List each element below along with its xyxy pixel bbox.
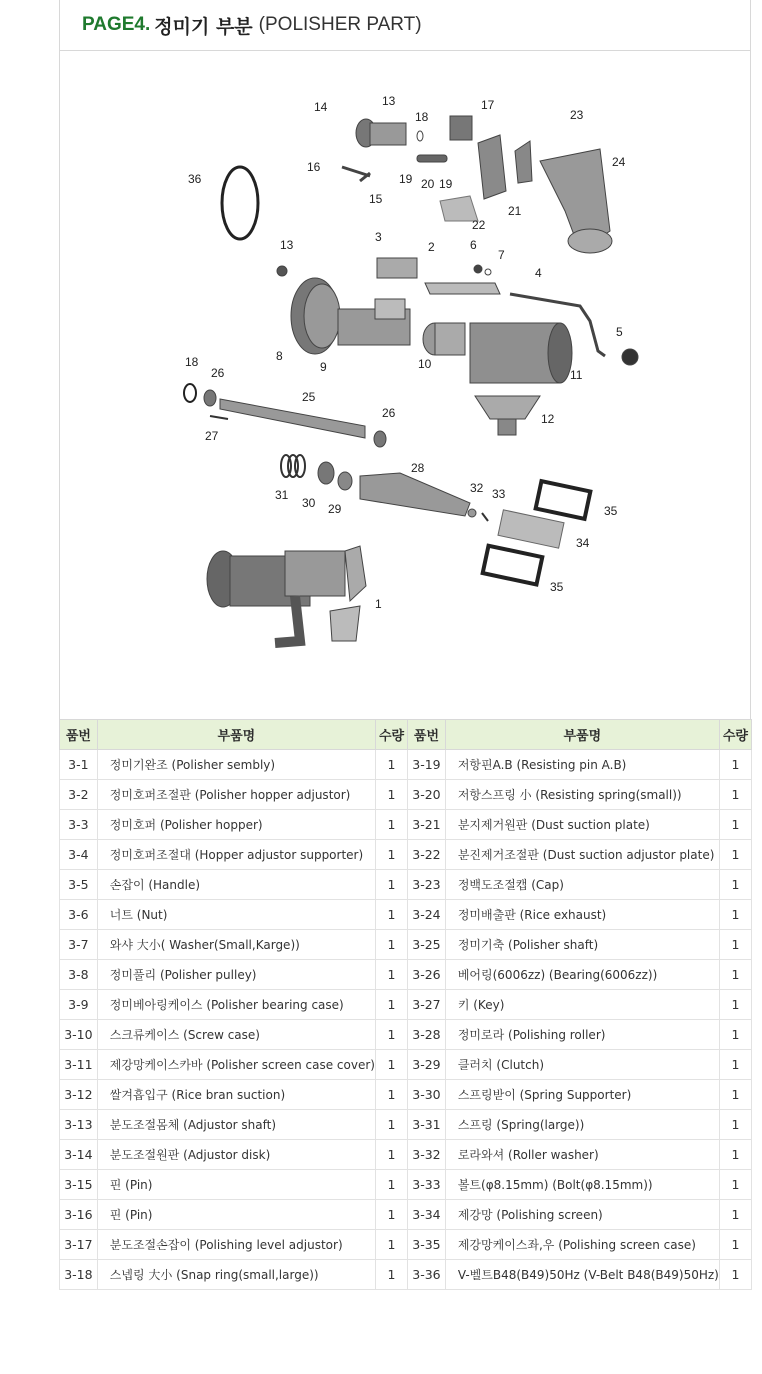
table-row [60, 900, 752, 930]
part-number: 3-6 [60, 900, 98, 930]
polisher-shaft-part [220, 399, 365, 438]
part-name: 분도조절손잡이 (Polishing level adjustor) [97, 1230, 375, 1260]
col-qty: 수량 [375, 720, 407, 750]
callout-label: 35 [550, 580, 564, 594]
screen-case-top-part [536, 481, 591, 519]
table-row [60, 1110, 752, 1140]
part-name: 저항핀A.B (Resisting pin A.B) [445, 750, 719, 780]
part-number: 3-14 [60, 1140, 98, 1170]
part-number: 3-3 [60, 810, 98, 840]
table-row [60, 1200, 752, 1230]
part-number: 3-24 [408, 900, 446, 930]
part-number: 3-28 [408, 1020, 446, 1050]
quantity: 1 [719, 1230, 751, 1260]
quantity: 1 [375, 1230, 407, 1260]
quantity: 1 [719, 780, 751, 810]
part-number: 3-9 [60, 990, 98, 1020]
callout-label: 12 [541, 412, 555, 426]
part-number: 3-26 [408, 960, 446, 990]
parts-table [59, 719, 752, 1290]
part-name: 분도조절원판 (Adjustor disk) [97, 1140, 375, 1170]
part-name: 스크류케이스 (Screw case) [97, 1020, 375, 1050]
quantity: 1 [719, 960, 751, 990]
part-name: 제강망케이스카바 (Polisher screen case cover) [97, 1050, 375, 1080]
quantity: 1 [375, 1110, 407, 1140]
part-name: 스프링 (Spring(large)) [445, 1110, 719, 1140]
quantity: 1 [719, 1170, 751, 1200]
callout-label: 26 [211, 366, 225, 380]
callout-label: 31 [275, 488, 289, 502]
part-number: 3-16 [60, 1200, 98, 1230]
screen-case-cover-part [470, 323, 560, 383]
table-row [60, 1050, 752, 1080]
callout-label: 18 [415, 110, 429, 124]
part-number: 3-1 [60, 750, 98, 780]
col-part-no: 품번 [408, 720, 446, 750]
quantity: 1 [375, 900, 407, 930]
part-number: 3-27 [408, 990, 446, 1020]
quantity: 1 [375, 780, 407, 810]
part-name: 제강망 (Polishing screen) [445, 1200, 719, 1230]
callout-label: 8 [276, 349, 283, 363]
polishing-roller-part [360, 473, 470, 516]
callout-label: 10 [418, 357, 432, 371]
quantity: 1 [719, 930, 751, 960]
quantity: 1 [719, 1140, 751, 1170]
callout-label: 35 [604, 504, 618, 518]
callout-label: 28 [411, 461, 425, 475]
part-number: 3-7 [60, 930, 98, 960]
col-part-name: 부품명 [97, 720, 375, 750]
part-number: 3-33 [408, 1170, 446, 1200]
part-name: 볼트(φ8.15mm) (Bolt(φ8.15mm)) [445, 1170, 719, 1200]
level-adjustor-part [450, 116, 472, 140]
quantity: 1 [719, 810, 751, 840]
part-number: 3-22 [408, 840, 446, 870]
part-name: 제강망케이스좌,우 (Polishing screen case) [445, 1230, 719, 1260]
part-name: 스넵링 大小 (Snap ring(small,large)) [97, 1260, 375, 1290]
quantity: 1 [719, 1020, 751, 1050]
callout-label: 30 [302, 496, 316, 510]
part-name: 분지제거원판 (Dust suction plate) [445, 810, 719, 840]
callout-label: 22 [472, 218, 486, 232]
callout-label: 34 [576, 536, 590, 550]
quantity: 1 [375, 750, 407, 780]
quantity: 1 [375, 1260, 407, 1290]
part-name: 스프링받이 (Spring Supporter) [445, 1080, 719, 1110]
part-number: 3-25 [408, 930, 446, 960]
table-row [60, 1080, 752, 1110]
handle-part [622, 349, 638, 365]
part-number: 3-4 [60, 840, 98, 870]
part-name: 정미호퍼조절판 (Polisher hopper adjustor) [97, 780, 375, 810]
part-name: 정미기완조 (Polisher sembly) [97, 750, 375, 780]
exploded-parts-diagram [60, 51, 750, 719]
quantity: 1 [375, 1080, 407, 1110]
quantity: 1 [719, 1260, 751, 1290]
quantity: 1 [375, 870, 407, 900]
callout-label: 19 [399, 172, 413, 186]
part-name: 와샤 大小( Washer(Small,Karge)) [97, 930, 375, 960]
quantity: 1 [375, 810, 407, 840]
part-name: 분도조절몸체 (Adjustor shaft) [97, 1110, 375, 1140]
part-number: 3-34 [408, 1200, 446, 1230]
quantity: 1 [719, 990, 751, 1020]
table-row [60, 990, 752, 1020]
quantity: 1 [719, 900, 751, 930]
part-name: 분진제거조절판 (Dust suction adjustor plate) [445, 840, 719, 870]
table-row [60, 960, 752, 990]
callout-label: 2 [428, 240, 435, 254]
col-part-no: 품번 [60, 720, 98, 750]
part-number: 3-23 [408, 870, 446, 900]
cap-part [515, 141, 532, 183]
table-row [60, 780, 752, 810]
callout-label: 15 [369, 192, 383, 206]
part-name: 저항스프링 小 (Resisting spring(small)) [445, 780, 719, 810]
quantity: 1 [375, 1170, 407, 1200]
table-row [60, 1020, 752, 1050]
diagram-panel [59, 0, 751, 720]
callout-label: 17 [481, 98, 495, 112]
hopper-part [377, 258, 417, 278]
part-name: 클러치 (Clutch) [445, 1050, 719, 1080]
part-name: 정미배출판 (Rice exhaust) [445, 900, 719, 930]
part-number: 3-8 [60, 960, 98, 990]
title-korean: 정미기 부분 [154, 15, 253, 38]
callout-label: 19 [439, 177, 453, 191]
quantity: 1 [719, 1050, 751, 1080]
callout-label: 27 [205, 429, 219, 443]
part-name: 정미호퍼 (Polisher hopper) [97, 810, 375, 840]
callout-label: 6 [470, 238, 477, 252]
callout-label: 26 [382, 406, 396, 420]
part-name: 쌀겨흡입구 (Rice bran suction) [97, 1080, 375, 1110]
callout-label: 3 [375, 230, 382, 244]
part-name: 정미베아링케이스 (Polisher bearing case) [97, 990, 375, 1020]
quantity: 1 [375, 840, 407, 870]
table-row [60, 750, 752, 780]
part-number: 3-19 [408, 750, 446, 780]
part-number: 3-21 [408, 810, 446, 840]
part-name: 키 (Key) [445, 990, 719, 1020]
callout-label: 23 [570, 108, 584, 122]
table-row [60, 840, 752, 870]
part-number: 3-31 [408, 1110, 446, 1140]
table-row [60, 930, 752, 960]
callout-label: 4 [535, 266, 542, 280]
quantity: 1 [375, 990, 407, 1020]
callout-label: 36 [188, 172, 202, 186]
part-number: 3-11 [60, 1050, 98, 1080]
part-number: 3-29 [408, 1050, 446, 1080]
callout-label: 5 [616, 325, 623, 339]
adjustor-shaft-part [370, 123, 406, 145]
part-number: 3-12 [60, 1080, 98, 1110]
quantity: 1 [719, 840, 751, 870]
page-title [60, 0, 750, 51]
quantity: 1 [719, 750, 751, 780]
callout-label: 24 [612, 155, 626, 169]
col-part-name: 부품명 [445, 720, 719, 750]
quantity: 1 [719, 1080, 751, 1110]
callout-label: 21 [508, 204, 522, 218]
part-name: 정백도조절캡 (Cap) [445, 870, 719, 900]
callout-label: 7 [498, 248, 505, 262]
callout-label: 14 [314, 100, 328, 114]
part-name: 베어링(6006zz) (Bearing(6006zz)) [445, 960, 719, 990]
callout-label: 18 [185, 355, 199, 369]
table-row [60, 1140, 752, 1170]
parts-illustration [60, 51, 750, 719]
part-name: V-벨트B48(B49)50Hz (V-Belt B48(B49)50Hz) [445, 1260, 719, 1290]
quantity: 1 [719, 1110, 751, 1140]
table-row [60, 1170, 752, 1200]
part-number: 3-10 [60, 1020, 98, 1050]
quantity: 1 [375, 930, 407, 960]
part-number: 3-17 [60, 1230, 98, 1260]
table-header-row [60, 720, 752, 750]
part-number: 3-32 [408, 1140, 446, 1170]
callout-label: 33 [492, 487, 506, 501]
callout-label: 13 [382, 94, 396, 108]
rice-bran-suction-part [475, 396, 540, 419]
part-number: 3-20 [408, 780, 446, 810]
part-name: 정미풀리 (Polisher pulley) [97, 960, 375, 990]
table-row [60, 1230, 752, 1260]
part-name: 핀 (Pin) [97, 1200, 375, 1230]
part-number: 3-35 [408, 1230, 446, 1260]
quantity: 1 [719, 870, 751, 900]
callout-label: 11 [570, 368, 583, 382]
callout-label: 29 [328, 502, 342, 516]
callout-label: 32 [470, 481, 484, 495]
part-number: 3-13 [60, 1110, 98, 1140]
v-belt-part [222, 167, 258, 239]
part-number: 3-18 [60, 1260, 98, 1290]
quantity: 1 [375, 1020, 407, 1050]
polishing-screen-part [498, 510, 564, 548]
table-row [60, 870, 752, 900]
page-label: PAGE4. [82, 14, 151, 35]
part-name: 핀 (Pin) [97, 1170, 375, 1200]
title-english: (POLISHER PART) [258, 14, 422, 35]
quantity: 1 [375, 960, 407, 990]
callout-label: 20 [421, 177, 435, 191]
callout-label: 25 [302, 390, 316, 404]
part-number: 3-2 [60, 780, 98, 810]
quantity: 1 [375, 1140, 407, 1170]
part-number: 3-5 [60, 870, 98, 900]
callout-label: 1 [375, 597, 382, 611]
part-number: 3-36 [408, 1260, 446, 1290]
part-name: 로라와셔 (Roller washer) [445, 1140, 719, 1170]
quantity: 1 [375, 1200, 407, 1230]
part-name: 손잡이 (Handle) [97, 870, 375, 900]
part-name: 정미기축 (Polisher shaft) [445, 930, 719, 960]
table-row [60, 1260, 752, 1290]
col-qty: 수량 [719, 720, 751, 750]
quantity: 1 [719, 1200, 751, 1230]
quantity: 1 [375, 1050, 407, 1080]
table-row [60, 810, 752, 840]
callout-label: 9 [320, 360, 327, 374]
callout-label: 16 [307, 160, 321, 174]
screen-case-bottom-part [483, 546, 543, 585]
part-number: 3-30 [408, 1080, 446, 1110]
part-name: 정미로라 (Polishing roller) [445, 1020, 719, 1050]
part-name: 정미호퍼조절대 (Hopper adjustor supporter) [97, 840, 375, 870]
callout-label: 13 [280, 238, 294, 252]
dust-suction-plate-part [478, 135, 506, 199]
part-number: 3-15 [60, 1170, 98, 1200]
polisher-assembly-part [207, 546, 366, 643]
part-name: 너트 (Nut) [97, 900, 375, 930]
